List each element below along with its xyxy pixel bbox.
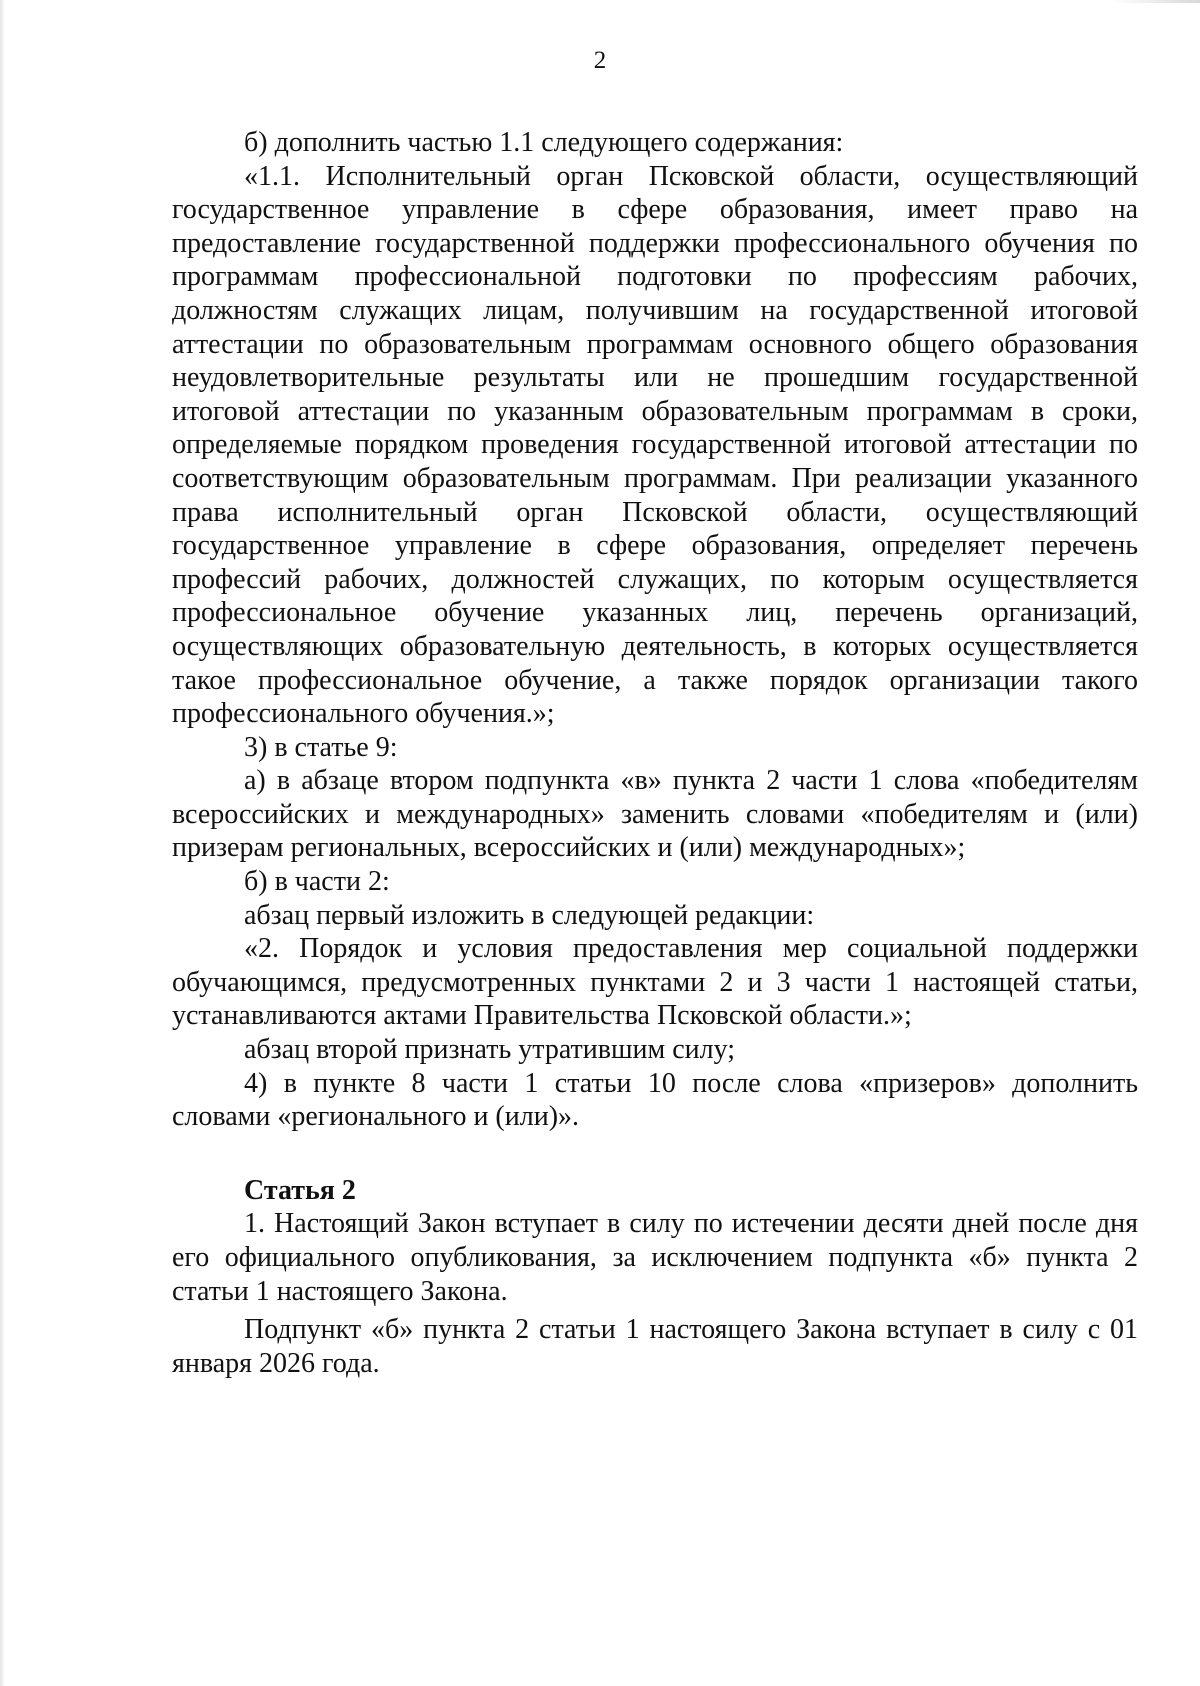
paragraph-second-abzac: абзац второй признать утратившим силу; xyxy=(244,1034,736,1066)
paragraph-item-3b: б) в части 2: xyxy=(244,866,390,898)
article-gap xyxy=(172,1134,1138,1174)
article-2 xyxy=(172,1174,1138,1382)
paragraph-part-2-text: «2. Порядок и условия предоставления мер социальной поддержки обучающимся, предусмотренных пунктами 2 и 3 части 1 настоящей статьи, устанавливаются актами Правительства Псковской области.»; xyxy=(172,933,1138,1032)
article-2-paragraph-1: 1. Настоящий Закон вступает в силу по истечении десяти дней после дня его официального опубликования, за исключением подпункта «б» пункта 2 статьи 1 настоящего Закона. xyxy=(172,1208,1138,1308)
article-2-paragraph-2: Подпункт «б» пункта 2 статьи 1 настоящего Закона вступает в силу с 01 января 2026 года. xyxy=(172,1314,1138,1380)
paragraph-1b-intro: б) дополнить частью 1.1 следующего содержания: xyxy=(244,127,844,158)
scan-edge-left xyxy=(0,0,5,1686)
page-number: 2 xyxy=(593,47,607,74)
document-body xyxy=(172,126,1138,1381)
paragraph-first-abzac: абзац первый изложить в следующей редакции: xyxy=(244,899,815,931)
paragraph-item-3: 3) в статье 9: xyxy=(244,731,398,763)
paragraph-item-4: 4) в пункте 8 части 1 статьи 10 после слова «призеров» дополнить словами «регионального и (или)». xyxy=(172,1067,1138,1133)
scan-edge-top xyxy=(1110,0,1200,3)
paragraph-item-3a: а) в абзаце втором подпункта «в» пункта 2 части 1 слова «победителям всероссийских и международных» заменить словами «победителям и (или) призерам региональных, всероссийских и (или) международных»; xyxy=(172,765,1138,864)
paragraph-part-1-1: «1.1. Исполнительный орган Псковской области, осуществляющий государственное управление в сфере образования, имеет право на предоставление государственной поддержки профессионального обучения по программам профессиональной подготовки по профессиям рабочих, должностям служащих лицам, получившим на государственной итоговой аттестации по образовательным программам основного общего образования неудовлетворительные результаты или не прошедшим государственной итоговой аттестации по указанным образовательным программам в сроки, определяемые порядком проведения государственной итоговой аттестации по соответствующим образовательным программам. При реализации указанного права исполнительный орган Псковской области, осуществляющий государственное управление в сфере образования, определяет перечень профессий рабочих, должностей служащих, по которым осуществляется профессиональное обучение указанных лиц, перечень организаций, осуществляющих образовательную деятельность, в которых осуществляется такое профессиональное обучение, а также порядок организации такого профессионального обучения.»; xyxy=(172,160,1138,730)
article-2-heading: Статья 2 xyxy=(244,1174,356,1206)
